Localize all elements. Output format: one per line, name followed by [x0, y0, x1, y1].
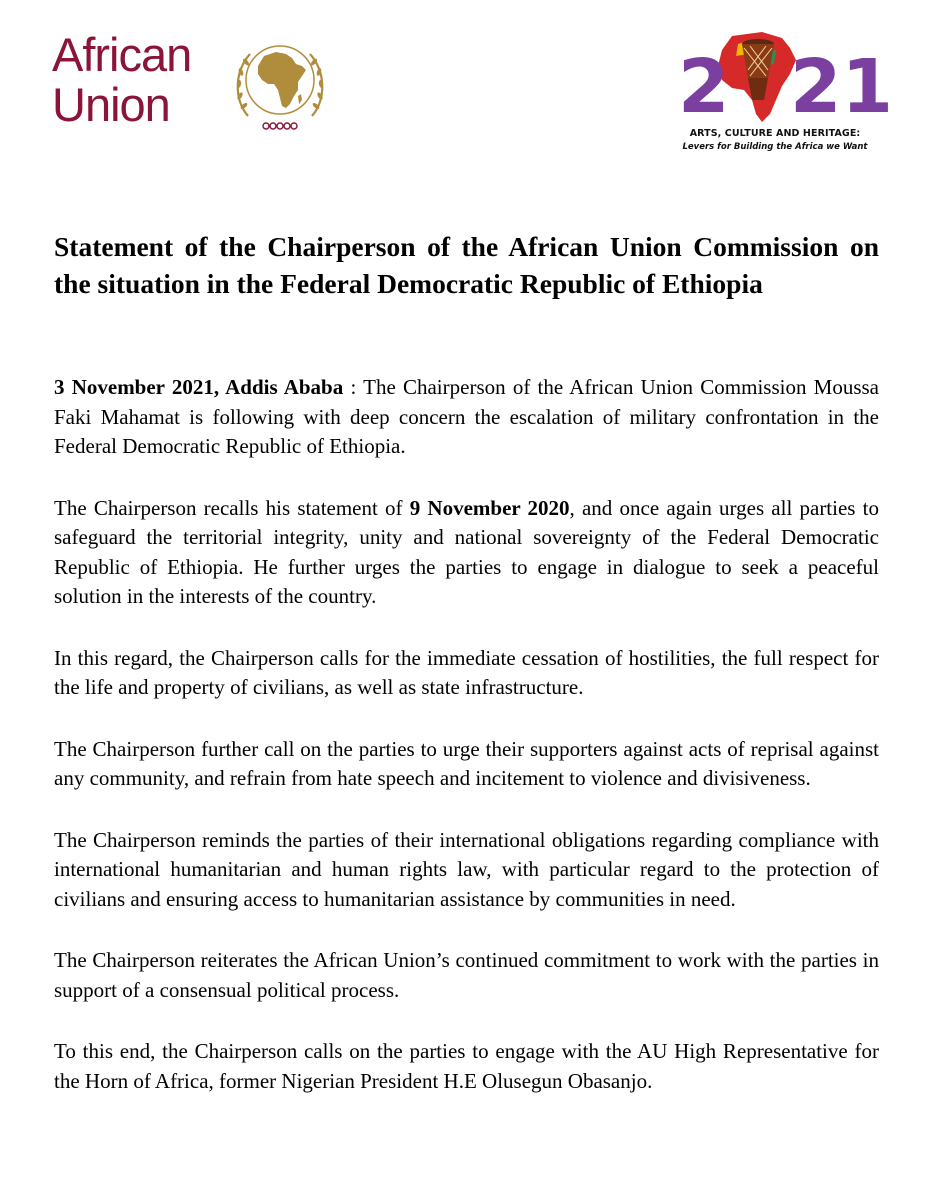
paragraph-5: The Chairperson reminds the parties of their international obligations regarding compliance with international humanitarian and human rights law, with particular regard to the protection of civilians and ensuring access to humanitarian assistance by communities in need.: [54, 827, 879, 911]
paragraph-2-after: , and once again urges all parties to safeguard the territorial integrity, unity and national sovereignty of the Federal Democratic Republic of Ethiopia. He further urges the parties to engage in dialogue to seek a peaceful solution in the interests of the country.: [54, 495, 879, 608]
theme-subtitle: Levers for Building the Africa we Want: [682, 142, 868, 152]
paragraph-dateline: [54, 373, 879, 462]
paragraph-6: The Chairperson reiterates the African Union’s continued commitment to work with the parties in support of a consensual political process.: [54, 948, 879, 1002]
africa-drum-icon: [678, 30, 893, 130]
paragraph-1-text: : The Chairperson of the African Union Commission Moussa Faki Mahamat is following with deep concern the escalation of military confrontation in the Federal Democratic Republic of Ethiopia.: [54, 375, 880, 458]
statement-body: [54, 373, 879, 1128]
au-wordmark-line2: Union: [52, 78, 170, 131]
african-union-logo: [52, 30, 342, 140]
paragraph-2: [54, 494, 879, 612]
theme-title: ARTS, CULTURE AND HERITAGE:: [689, 128, 861, 139]
paragraph-4: The Chairperson further call on the parties to urge their supporters against acts of reprisal against any community, and refrain from hate speech and incitement to violence and divisiveness.: [54, 736, 879, 790]
au-wordmark: [52, 30, 191, 130]
paragraph-3: In this regard, the Chairperson calls for the immediate cessation of hostilities, the full respect for the life and property of civilians, as well as state infrastructure.: [54, 645, 879, 699]
previous-statement-date: 9 November 2020: [409, 495, 570, 520]
letterhead: [0, 0, 944, 180]
paragraph-7: To this end, the Chairperson calls on the parties to engage with the AU High Representative for the Horn of Africa, former Nigerian President H.E Olusegun Obasanjo.: [54, 1039, 879, 1093]
paragraph-2-before: The Chairperson recalls his statement of: [54, 495, 410, 520]
svg-text:2: 2: [678, 44, 730, 130]
svg-text:21: 21: [790, 44, 893, 130]
au-emblem-africa-map-icon: [228, 34, 332, 138]
au-wordmark-line1: African: [52, 28, 192, 81]
theme-2021-logo: [670, 30, 893, 158]
dateline: 3 November 2021, Addis Ababa: [54, 375, 344, 399]
statement-title: Statement of the Chairperson of the African Union Commission on the situation in the Federal Democratic Republic of Ethiopia: [54, 231, 879, 299]
